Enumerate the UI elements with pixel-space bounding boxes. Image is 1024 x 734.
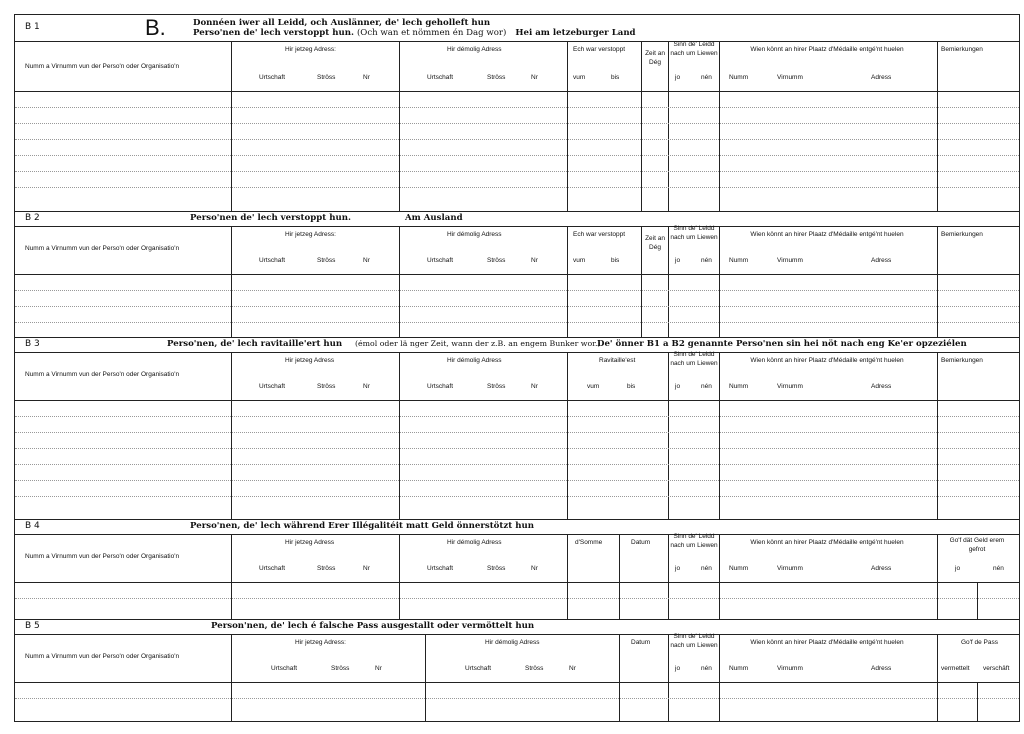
col-remarks: Bemierkungen bbox=[941, 46, 983, 53]
sub-street: Ströss bbox=[487, 257, 506, 264]
sub-street: Ströss bbox=[317, 257, 336, 264]
table-body[interactable] bbox=[15, 582, 1019, 620]
subtitle-note: (Och wan et nömmen én Dag wor) bbox=[356, 28, 507, 38]
sub-nr: Nr bbox=[363, 565, 370, 572]
col-addr-then: Hir démolig Adress bbox=[447, 231, 502, 238]
col-addr-now: Hir jetzeg Adress bbox=[285, 539, 335, 546]
sub-firstname: Virnumm bbox=[777, 383, 803, 390]
sub-nr: Nr bbox=[363, 383, 370, 390]
sub-address: Adress bbox=[871, 665, 892, 672]
col-name: Numm a Virnumm vun der Perso'n oder Organisatio'n bbox=[25, 63, 180, 70]
sub-firstname: Virnumm bbox=[777, 257, 803, 264]
sub-place: Urtschaft bbox=[427, 257, 454, 264]
section-b5-header-band bbox=[15, 620, 1019, 635]
sub-address: Adress bbox=[871, 383, 892, 390]
col-medal: Wien könnt an hirer Plaatz d'Médaille entgé'nt huelen bbox=[750, 639, 904, 646]
section-title: Person'nen, de' lech é falsche Pass ausgestallt oder vermöttelt hun bbox=[211, 621, 535, 631]
sub-from: vum bbox=[587, 383, 600, 390]
sub-yes: jo bbox=[675, 565, 681, 572]
subtitle-text: Perso'nen de' lech verstoppt hun. bbox=[193, 28, 354, 38]
sub-place: Urtschaft bbox=[465, 665, 492, 672]
col-sense: Sinn de' Leidd nach um Liewen bbox=[670, 225, 718, 241]
col-sense: Sinn de' Leidd nach um Liewen bbox=[670, 351, 718, 367]
form-letter: B. bbox=[145, 15, 166, 40]
section-title: Donnéen iwer all Leidd, och Auslänner, de' lech geholleft hun bbox=[193, 18, 491, 28]
sub-no: nén bbox=[701, 565, 712, 572]
section-code: B 4 bbox=[25, 521, 40, 531]
section-b5 bbox=[15, 619, 1019, 722]
table-body[interactable] bbox=[15, 274, 1019, 338]
section-b2-header-band bbox=[15, 212, 1019, 227]
col-addr-now: Hir jetzeg Adress: bbox=[285, 46, 336, 53]
sub-to: bis bbox=[611, 257, 620, 264]
sub-place: Urtschaft bbox=[427, 383, 454, 390]
form-sheet bbox=[14, 14, 1020, 722]
sub-nr: Nr bbox=[531, 74, 538, 81]
sub-no: nén bbox=[993, 565, 1004, 572]
sub-place: Urtschaft bbox=[427, 565, 454, 572]
col-time: Zeit an Dég bbox=[645, 235, 665, 251]
table-header bbox=[15, 352, 1019, 401]
col-medal: Wien könnt an hirer Plaatz d'Médaille entgé'nt huelen bbox=[750, 46, 904, 53]
sub-nr: Nr bbox=[363, 74, 370, 81]
col-date: Datum bbox=[631, 539, 651, 546]
sub-address: Adress bbox=[871, 257, 892, 264]
sub-no: nén bbox=[701, 383, 712, 390]
sub-firstname: Virnumm bbox=[777, 74, 803, 81]
col-remarks: Bemierkungen bbox=[941, 231, 983, 238]
sub-name: Numm bbox=[729, 665, 749, 672]
col-addr-then: Hir démolig Adress bbox=[485, 639, 540, 646]
sub-yes: jo bbox=[675, 665, 681, 672]
sub-address: Adress bbox=[871, 74, 892, 81]
sub-place: Urtschaft bbox=[271, 665, 298, 672]
sub-to: bis bbox=[611, 74, 620, 81]
section-title: Perso'nen, de' lech ravitaille'ert hun bbox=[167, 339, 343, 349]
section-code: B 3 bbox=[25, 339, 40, 349]
sub-street: Ströss bbox=[487, 383, 506, 390]
table-body[interactable] bbox=[15, 91, 1019, 211]
col-medal: Wien könnt an hirer Plaatz d'Médaille entgé'nt huelen bbox=[750, 539, 904, 546]
col-hidden: Ech war verstoppt bbox=[573, 46, 626, 53]
sub-street: Ströss bbox=[331, 665, 350, 672]
sub-street: Ströss bbox=[487, 565, 506, 572]
sub-made: verschäft bbox=[983, 665, 1010, 672]
col-name: Numm a Virnumm vun der Perso'n oder Organisatio'n bbox=[25, 553, 180, 560]
section-b4 bbox=[15, 519, 1019, 620]
sub-nr: Nr bbox=[531, 257, 538, 264]
table-header bbox=[15, 534, 1019, 583]
section-title-tail: Am Ausland bbox=[405, 213, 463, 223]
sub-to: bis bbox=[627, 383, 636, 390]
sub-no: nén bbox=[701, 74, 712, 81]
sub-street: Ströss bbox=[317, 74, 336, 81]
section-title-tail: De' önner B1 a B2 genannte Perso'nen sin hei nöt nach eng Ke'er opzeziélen bbox=[597, 339, 967, 349]
section-b3 bbox=[15, 337, 1019, 520]
col-name: Numm a Virnumm vun der Perso'n oder Organisatio'n bbox=[25, 245, 180, 252]
col-addr-now: Hir jetzeg Adress bbox=[285, 357, 335, 364]
subtitle-tail: Hei am letzeburger Land bbox=[515, 28, 636, 38]
col-addr-then: Hir démolig Adress bbox=[447, 357, 502, 364]
sub-name: Numm bbox=[729, 383, 749, 390]
table-header bbox=[15, 41, 1019, 92]
col-addr-then: Hir démolig Adress bbox=[447, 46, 502, 53]
section-b1 bbox=[15, 15, 1019, 211]
sub-yes: jo bbox=[675, 383, 681, 390]
sub-name: Numm bbox=[729, 565, 749, 572]
col-pass: Go'f de Pass bbox=[961, 639, 999, 646]
section-code: B 2 bbox=[25, 213, 40, 223]
sub-street: Ströss bbox=[317, 383, 336, 390]
table-header bbox=[15, 226, 1019, 275]
sub-nr: Nr bbox=[531, 383, 538, 390]
col-sense: Sinn de' Leidd nach um Liewen bbox=[670, 533, 718, 549]
table-body[interactable] bbox=[15, 400, 1019, 520]
sub-nr: Nr bbox=[375, 665, 382, 672]
col-hidden: Ech war verstoppt bbox=[573, 231, 626, 238]
section-title: Perso'nen, de' lech während Erer Illégalitéit matt Geld önnerstötzt hun bbox=[190, 521, 534, 531]
sub-place: Urtschaft bbox=[259, 74, 286, 81]
sub-issued: vermettelt bbox=[941, 665, 970, 672]
sub-place: Urtschaft bbox=[427, 74, 454, 81]
section-b1-header-band bbox=[15, 15, 1019, 42]
sub-yes: jo bbox=[955, 565, 961, 572]
sub-firstname: Virnumm bbox=[777, 565, 803, 572]
col-addr-then: Hir démolig Adress bbox=[447, 539, 502, 546]
col-date: Datum bbox=[631, 639, 651, 646]
col-money: Go'f dät Geld erem gefrot bbox=[949, 537, 1005, 553]
table-header bbox=[15, 634, 1019, 683]
col-remarks: Bemierkungen bbox=[941, 357, 983, 364]
sub-street: Ströss bbox=[317, 565, 336, 572]
sub-nr: Nr bbox=[569, 665, 576, 672]
sub-yes: jo bbox=[675, 74, 681, 81]
sub-firstname: Virnumm bbox=[777, 665, 803, 672]
sub-place: Urtschaft bbox=[259, 383, 286, 390]
table-body[interactable] bbox=[15, 682, 1019, 722]
sub-no: nén bbox=[701, 257, 712, 264]
section-code: B 1 bbox=[25, 22, 40, 32]
col-supplied: Ravitaille'est bbox=[599, 357, 636, 364]
col-sense: Sinn de' Leidd nach um Liewen bbox=[670, 41, 718, 57]
sub-name: Numm bbox=[729, 74, 749, 81]
sub-place: Urtschaft bbox=[259, 257, 286, 264]
section-b2 bbox=[15, 211, 1019, 338]
col-sense: Sinn de' Leidd nach um Liewen bbox=[670, 633, 718, 649]
sub-name: Numm bbox=[729, 257, 749, 264]
sub-street: Ströss bbox=[525, 665, 544, 672]
sub-place: Urtschaft bbox=[259, 565, 286, 572]
col-medal: Wien könnt an hirer Plaatz d'Médaille entgé'nt huelen bbox=[750, 231, 904, 238]
col-name: Numm a Virnumm vun der Perso'n oder Organisatio'n bbox=[25, 371, 180, 378]
sub-no: nén bbox=[701, 665, 712, 672]
section-b3-header-band bbox=[15, 338, 1019, 353]
col-sum: d'Somme bbox=[575, 539, 603, 546]
section-subtitle bbox=[193, 28, 636, 38]
col-addr-now: Hir jetzeg Adress: bbox=[285, 231, 336, 238]
sub-from: vum bbox=[573, 74, 586, 81]
sub-nr: Nr bbox=[363, 257, 370, 264]
section-b4-header-band bbox=[15, 520, 1019, 535]
sub-from: vum bbox=[573, 257, 586, 264]
section-title-note: (émol oder lä nger Zeit, wann der z.B. an engem Bunker wor.) bbox=[355, 339, 601, 348]
section-code: B 5 bbox=[25, 621, 40, 631]
col-addr-now: Hir jetzeg Adress: bbox=[295, 639, 346, 646]
sub-street: Ströss bbox=[487, 74, 506, 81]
section-title: Perso'nen de' lech verstoppt hun. bbox=[190, 213, 351, 223]
col-time: Zeit an Dég bbox=[645, 50, 665, 66]
col-name: Numm a Virnumm vun der Perso'n oder Organisatio'n bbox=[25, 653, 180, 660]
sub-address: Adress bbox=[871, 565, 892, 572]
sub-yes: jo bbox=[675, 257, 681, 264]
sub-nr: Nr bbox=[531, 565, 538, 572]
col-medal: Wien könnt an hirer Plaatz d'Médaille entgé'nt huelen bbox=[750, 357, 904, 364]
